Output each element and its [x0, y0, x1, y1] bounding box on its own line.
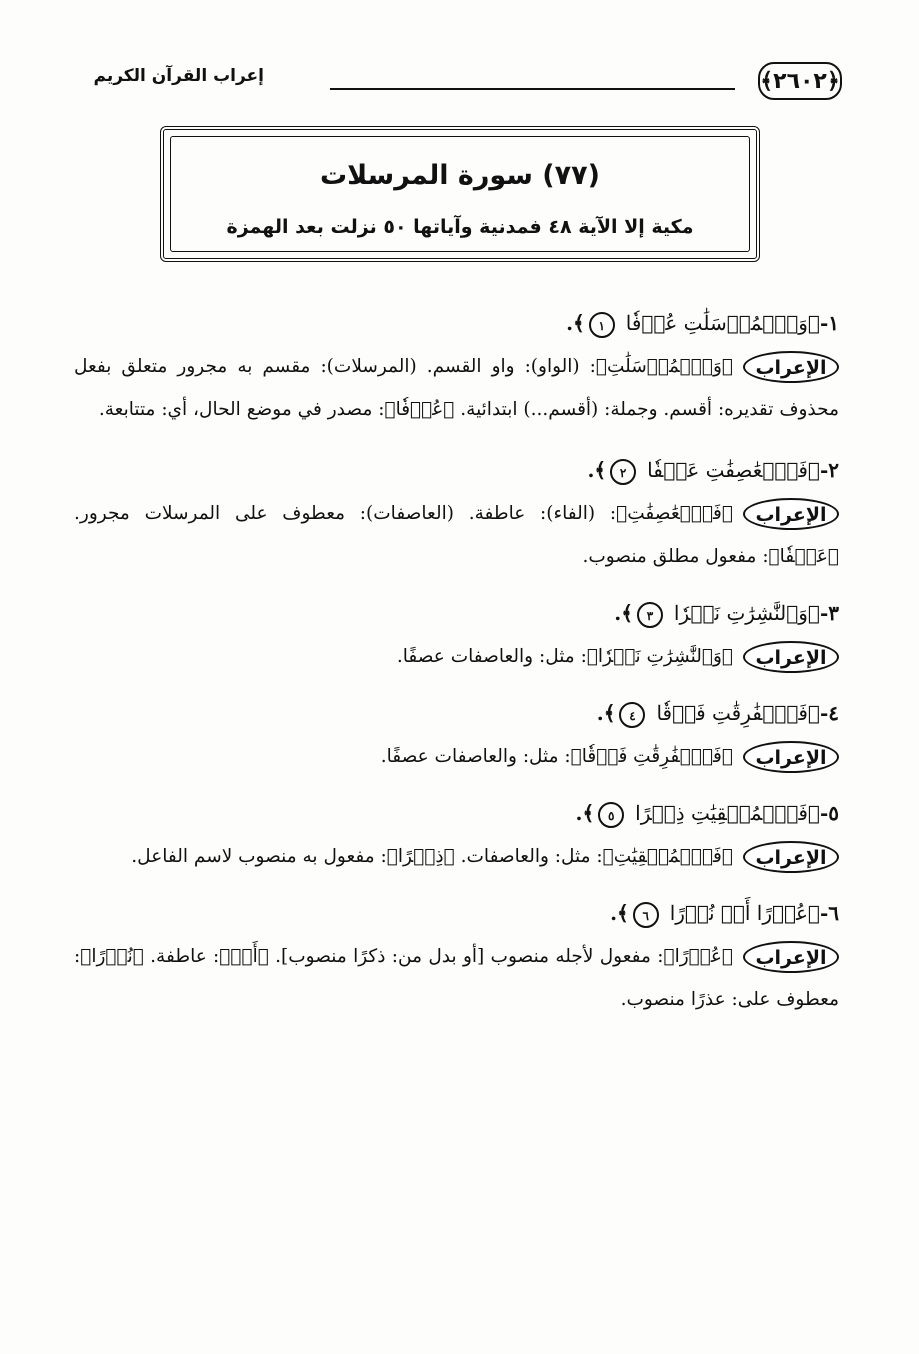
verse-line — [74, 592, 839, 635]
irab-paragraph — [74, 935, 839, 1021]
irab-paragraph — [74, 635, 839, 678]
verse-line — [74, 449, 839, 492]
irab-badge: الإعراب — [743, 741, 839, 773]
verse-number: ٤- — [819, 701, 839, 725]
ayah-marker: ٢ — [610, 459, 636, 485]
verse-text: ﴿وَٱلنَّٰشِرَٰتِ نَشۡرٗا — [673, 601, 820, 625]
irab-badge: الإعراب — [743, 641, 839, 673]
verse-block — [74, 892, 839, 1021]
verse-block — [74, 449, 839, 578]
verse-close: ﴾. — [610, 901, 629, 925]
verse-number: ٥- — [819, 801, 839, 825]
verse-line — [74, 302, 839, 345]
verse-text: ﴿وَٱلۡمُرۡسَلَٰتِ عُرۡفٗا — [625, 311, 820, 335]
irab-paragraph — [74, 835, 839, 878]
surah-title: (٧٧) سورة المرسلات — [320, 160, 600, 191]
verse-block — [74, 692, 839, 778]
verse-close: ﴾. — [596, 701, 616, 725]
verse-text: ﴿فَٱلۡفَٰرِقَٰتِ فَرۡقٗا — [656, 701, 820, 725]
verse-line — [74, 692, 839, 735]
irab-paragraph — [74, 735, 839, 778]
verse-block — [74, 302, 839, 431]
verse-close: ﴾. — [587, 458, 607, 482]
verse-close: ﴾. — [575, 801, 595, 825]
irab-text: ﴿وَٱلۡمُرۡسَلَٰتِ﴾: (الواو): واو القسم. (المرسلات): مقسم به مجرور متعلق بفعل محذوف تقديره: أقسم. وجملة: (أقسم...) ابتدائية. ﴿عُرۡفٗا﴾: مصدر في موضع الحال، أي: متتابعة. — [74, 356, 839, 420]
page-number: ﴿٢٦٠٢﴾ — [758, 62, 842, 100]
ayah-marker: ٦ — [633, 902, 659, 928]
irab-badge: الإعراب — [743, 841, 839, 873]
verse-close: ﴾. — [566, 311, 585, 335]
surah-subtitle: مكية إلا الآية ٤٨ فمدنية وآياتها ٥٠ نزلت بعد الهمزة — [226, 216, 694, 238]
verse-text: ﴿فَٱلۡمُلۡقِيَٰتِ ذِكۡرًا — [635, 801, 820, 825]
irab-text: ﴿فَٱلۡعَٰصِفَٰتِ﴾: (الفاء): عاطفة. (العاصفات): معطوف على المرسلات مجرور. ﴿عَصۡفٗا﴾: مفعول مطلق منصوب. — [74, 503, 839, 567]
irab-text: ﴿فَٱلۡفَٰرِقَٰتِ فَرۡقٗا﴾: مثل: والعاصفات عصفًا. — [380, 746, 733, 767]
irab-paragraph — [74, 345, 839, 431]
ayah-marker: ٥ — [598, 802, 624, 828]
ayah-marker: ١ — [589, 312, 615, 338]
irab-text: ﴿وَٱلنَّٰشِرَٰتِ نَشۡرٗا﴾: مثل: والعاصفات عصفًا. — [396, 646, 733, 667]
header-rule — [330, 88, 735, 90]
irab-paragraph — [74, 492, 839, 578]
verse-text: ﴿عُذۡرًا أَوۡ نُذۡرًا — [669, 901, 820, 925]
verse-block — [74, 592, 839, 678]
chapter-heading-box — [160, 126, 760, 262]
verse-number: ٢- — [819, 458, 839, 482]
irab-text: ﴿فَٱلۡمُلۡقِيَٰتِ﴾: مثل: والعاصفات. ﴿ذِكۡرًا﴾: مفعول به منصوب لاسم الفاعل. — [131, 846, 733, 867]
irab-text: ﴿عُذۡرًا﴾: مفعول لأجله منصوب [أو بدل من: ذكرًا منصوب]. ﴿أَوۡ﴾: عاطفة. ﴿نُذۡرًا﴾: معطوف على: عذرًا منصوب. — [74, 946, 839, 1010]
verse-number: ١- — [819, 311, 839, 335]
verse-number: ٦- — [819, 901, 839, 925]
ayah-marker: ٣ — [637, 602, 663, 628]
verse-close: ﴾. — [614, 601, 633, 625]
verse-line — [74, 792, 839, 835]
verse-analysis-list — [74, 302, 839, 1025]
ayah-marker: ٤ — [619, 702, 645, 728]
verse-block — [74, 792, 839, 878]
verse-text: ﴿فَٱلۡعَٰصِفَٰتِ عَصۡفٗا — [647, 458, 820, 482]
irab-badge: الإعراب — [743, 498, 839, 530]
verse-line — [74, 892, 839, 935]
irab-badge: الإعراب — [743, 941, 839, 973]
verse-number: ٣- — [819, 601, 839, 625]
irab-badge: الإعراب — [743, 351, 839, 383]
running-book-title: إعراب القرآن الكريم — [93, 66, 264, 86]
